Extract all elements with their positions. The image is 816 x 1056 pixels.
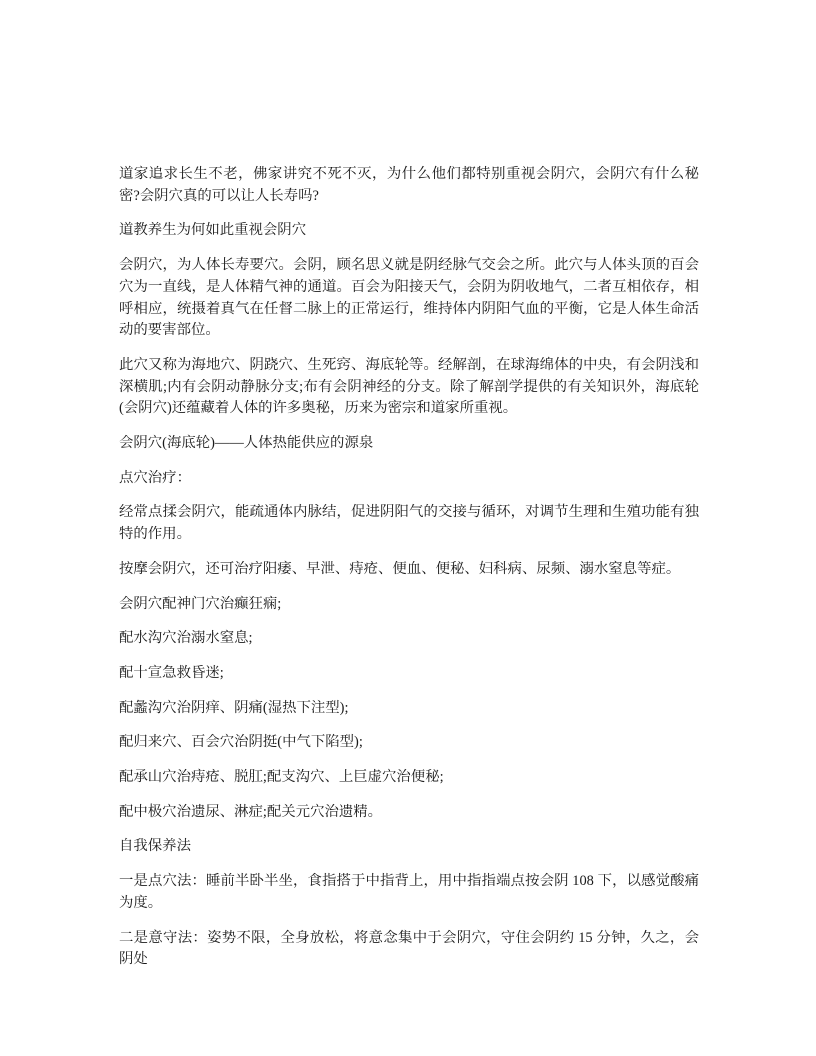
pairing-item-shenmen: 会阴穴配神门穴治癫狂痫; (119, 595, 282, 612)
intro-question-paragraph: 道家追求长生不老，佛家讲究不死不灭，为什么他们都特别重视会阴穴，会阴穴有什么秘密?会阴穴真的可以让人长寿吗? (119, 166, 699, 204)
section-heading-self-care: 自我保养法 (119, 838, 191, 855)
document-body (119, 164, 699, 971)
body-paragraph-treatable-conditions: 按摩会阴穴，还可治疗阳痿、早泄、痔疮、便血、便秘、妇科病、尿频、溺水窒息等症。 (119, 560, 681, 577)
body-paragraph-method-one: 一是点穴法：睡前半卧半坐，食指搭于中指背上，用中指指端点按会阴 108 下，以感觉酸痛为度。 (119, 873, 699, 911)
section-heading-taoist-regimen: 道教养生为何如此重视会阴穴 (119, 222, 307, 239)
pairing-item-guilai-baihui: 配归来穴、百会穴治阴挺(中气下陷型); (119, 734, 363, 751)
body-paragraph-massage-benefits: 经常点揉会阴穴，能疏通体内脉结，促进阴阳气的交接与循环，对调节生理和生殖功能有独特的作用。 (119, 504, 699, 543)
pairing-item-shixuan: 配十宣急救昏迷; (119, 664, 224, 681)
section-heading-energy-source: 会阴穴(海底轮)——人体热能供应的源泉 (119, 435, 374, 452)
body-paragraph-huiyin-anatomy: 此穴又称为海地穴、阴跷穴、生死窍、海底轮等。经解剖，在球海绵体的中央，有会阴浅和深横肌;内有会阴动静脉分支;布有会阴神经的分支。除了解剖学提供的有关知识外，海底轮(会阴穴)还蕴藏着人体的许多奥秘，历来为密宗和道家所重视。 (119, 356, 699, 417)
pairing-item-ligou: 配蠡沟穴治阴痒、阴痛(湿热下注型); (119, 699, 349, 716)
pairing-item-zhongji-guanyuan: 配中极穴治遗尿、淋症;配关元穴治遗精。 (119, 803, 383, 820)
label-acupoint-therapy: 点穴治疗： (119, 469, 191, 486)
pairing-item-shuigou: 配水沟穴治溺水窒息; (119, 630, 253, 647)
body-paragraph-huiyin-overview: 会阴穴，为人体长寿要穴。会阴，顾名思义就是阴经脉气交会之所。此穴与人体头顶的百会穴为一直线，是人体精气神的通道。百会为阳接天气，会阴为阴收地气，二者互相依存，相呼相应，统摄着真气在任督二脉上的正常运行，维持体内阴阳气血的平衡，它是人体生命活动的要害部位。 (119, 257, 699, 339)
body-paragraph-method-two: 二是意守法：姿势不限，全身放松，将意念集中于会阴穴，守住会阴约 15 分钟，久之，会阴处 (119, 929, 699, 968)
pairing-item-chengshan-zhigou: 配承山穴治痔疮、脱肛;配支沟穴、上巨虚穴治便秘; (119, 769, 444, 786)
